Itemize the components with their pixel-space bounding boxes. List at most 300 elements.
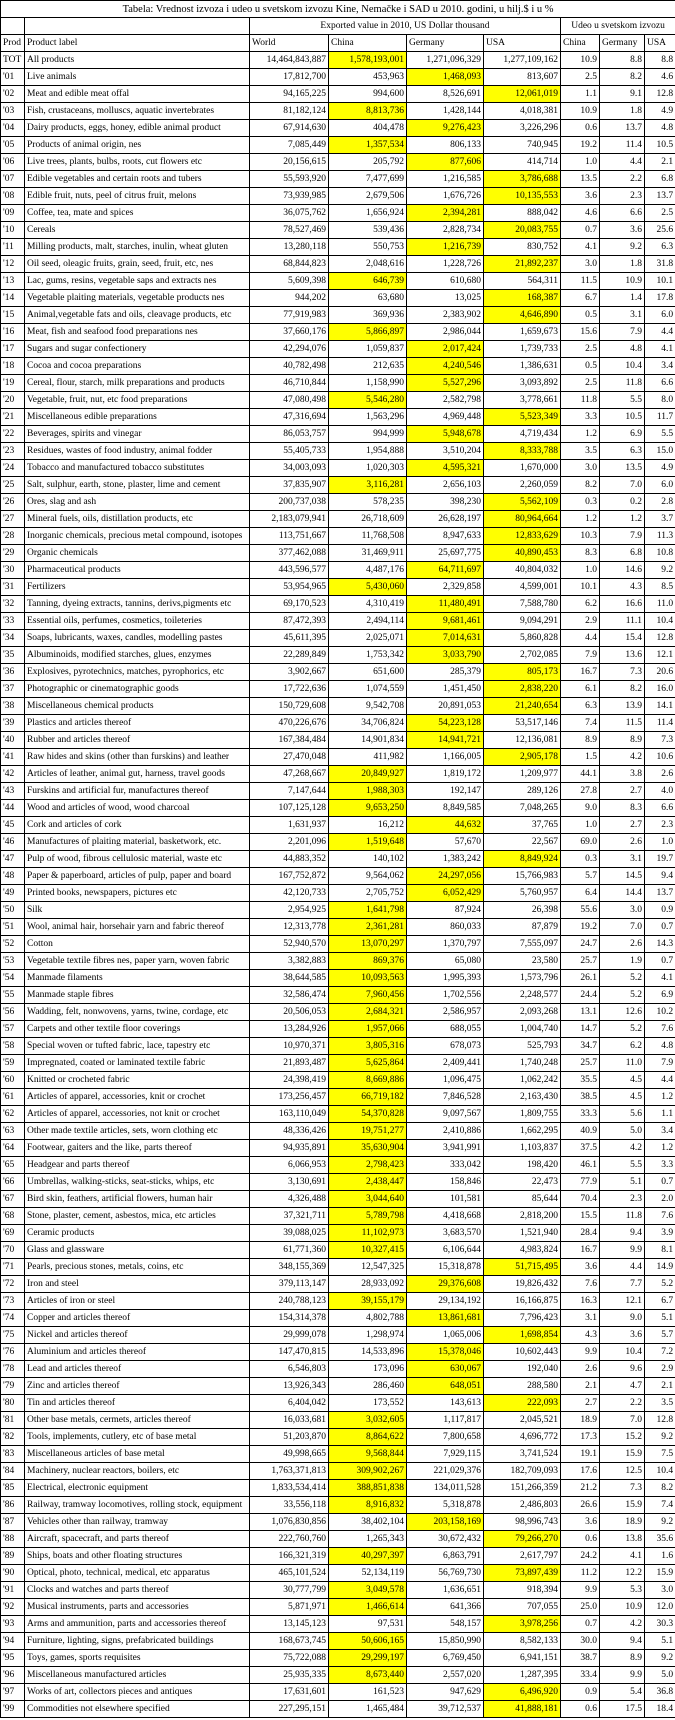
usa-share: 16.0 [645,681,675,698]
world-value: 13,280,118 [250,239,329,256]
world-value: 107,125,128 [250,800,329,817]
china-share: 8.9 [561,732,600,749]
world-value: 78,527,469 [250,222,329,239]
table-row [1,307,675,324]
product-code: '61 [1,1089,25,1106]
usa-value: 79,266,270 [484,1531,561,1548]
product-label: Paper & paperboard, articles of pulp, paper and board [25,868,250,885]
table-row [1,1259,675,1276]
product-code: '29 [1,545,25,562]
product-label: Umbrellas, walking-sticks, seat-sticks, whips, etc [25,1174,250,1191]
product-label: Pharmaceutical products [25,562,250,579]
usa-value: 2,093,268 [484,1004,561,1021]
china-share: 2.1 [561,1378,600,1395]
world-value: 3,382,883 [250,953,329,970]
china-share: 11.5 [561,273,600,290]
world-value: 45,611,395 [250,630,329,647]
product-label: Mineral fuels, oils, distillation products, etc [25,511,250,528]
product-label: Milling products, malt, starches, inulin, wheat gluten [25,239,250,256]
germany-value: 2,586,957 [407,1004,484,1021]
germany-share: 2.3 [600,1191,645,1208]
product-label: Toys, games, sports requisites [25,1650,250,1667]
product-label: Headgear and parts thereof [25,1157,250,1174]
product-code: '51 [1,919,25,936]
usa-share: 7.9 [645,1055,675,1072]
product-label: Articles of leather, animal gut, harness, travel goods [25,766,250,783]
usa-value: 1,659,673 [484,324,561,341]
product-code: '64 [1,1140,25,1157]
table-row [1,1548,675,1565]
product-code: '75 [1,1327,25,1344]
china-share: 3.1 [561,1310,600,1327]
germany-share: 4.4 [600,154,645,171]
product-code: '11 [1,239,25,256]
germany-value: 2,582,798 [407,392,484,409]
china-value: 1,957,066 [329,1021,407,1038]
table-row [1,834,675,851]
usa-value: 40,804,032 [484,562,561,579]
germany-share: 1.2 [600,511,645,528]
world-value: 55,593,920 [250,171,329,188]
usa-share: 4.9 [645,103,675,120]
germany-share: 2.2 [600,171,645,188]
germany-value: 101,581 [407,1191,484,1208]
product-label: Articles of iron or steel [25,1293,250,1310]
germany-value: 192,147 [407,783,484,800]
china-value: 404,478 [329,120,407,137]
product-code: '57 [1,1021,25,1038]
world-value: 240,788,123 [250,1293,329,1310]
usa-share: 8.0 [645,392,675,409]
china-value: 1,158,990 [329,375,407,392]
product-code: '39 [1,715,25,732]
germany-value: 947,629 [407,1684,484,1701]
product-label: Vegetable textile fibres nes, paper yarn, woven fabric [25,953,250,970]
china-value: 8,669,886 [329,1072,407,1089]
usa-value: 564,311 [484,273,561,290]
world-value: 470,226,676 [250,715,329,732]
usa-value: 222,093 [484,1395,561,1412]
china-share: 24.7 [561,936,600,953]
usa-share: 6.3 [645,239,675,256]
china-share: 0.3 [561,851,600,868]
china-share: 2.9 [561,613,600,630]
china-value: 869,376 [329,953,407,970]
product-code: '94 [1,1633,25,1650]
china-value: 19,751,277 [329,1123,407,1140]
usa-value: 288,580 [484,1378,561,1395]
world-value: 37,660,176 [250,324,329,341]
product-code: '04 [1,120,25,137]
exported-value-group-header: Exported value in 2010, US Dollar thousand [250,18,561,35]
usa-share: 4.1 [645,970,675,987]
china-share: 10.1 [561,579,600,596]
china-value: 994,600 [329,86,407,103]
usa-share: 6.8 [645,171,675,188]
china-value: 2,679,506 [329,188,407,205]
germany-share: 9.9 [600,1242,645,1259]
product-label: Plastics and articles thereof [25,715,250,732]
product-code: '15 [1,307,25,324]
usa-share: 18.4 [645,1701,675,1718]
world-value: 25,935,335 [250,1667,329,1684]
germany-share: 10.5 [600,409,645,426]
product-code: '92 [1,1599,25,1616]
product-label: Sugars and sugar confectionery [25,341,250,358]
china-value: 52,134,119 [329,1565,407,1582]
germany-share: 5.3 [600,1582,645,1599]
germany-value: 158,846 [407,1174,484,1191]
germany-value: 143,613 [407,1395,484,1412]
usa-share: 8.8 [645,52,675,69]
product-label: Vegetable plaiting materials, vegetable products nes [25,290,250,307]
table-row [1,426,675,443]
china-value: 66,719,182 [329,1089,407,1106]
usa-value: 888,042 [484,205,561,222]
usa-value: 2,260,059 [484,477,561,494]
germany-share: 9.6 [600,1361,645,1378]
usa-value: 87,879 [484,919,561,936]
product-label: Oil seed, oleagic fruits, grain, seed, fruit, etc, nes [25,256,250,273]
usa-value: 5,562,109 [484,494,561,511]
germany-share: 4.7 [600,1378,645,1395]
product-label: Ceramic products [25,1225,250,1242]
china-share: 9.9 [561,1582,600,1599]
germany-value: 56,769,730 [407,1565,484,1582]
product-label: Raw hides and skins (other than furskins) and leather [25,749,250,766]
product-code: '65 [1,1157,25,1174]
china-value: 1,519,648 [329,834,407,851]
table-row [1,1327,675,1344]
table-row [1,1293,675,1310]
usa-share: 4.8 [645,120,675,137]
usa-value: 23,580 [484,953,561,970]
usa-value: 15,766,983 [484,868,561,885]
col-header-usa: USA [484,35,561,52]
usa-value: 3,741,524 [484,1446,561,1463]
product-label: Explosives, pyrotechnics, matches, pyrophorics, etc [25,664,250,681]
product-label: Edible vegetables and certain roots and tubers [25,171,250,188]
germany-value: 285,379 [407,664,484,681]
product-code: '14 [1,290,25,307]
germany-share: 13.5 [600,460,645,477]
product-code: '54 [1,970,25,987]
usa-value: 1,521,940 [484,1225,561,1242]
header-spacer-code [1,18,25,35]
germany-share: 2.6 [600,936,645,953]
product-label: Organic chemicals [25,545,250,562]
usa-value: 1,004,740 [484,1021,561,1038]
germany-share: 5.6 [600,1106,645,1123]
world-value: 68,844,823 [250,256,329,273]
usa-value: 2,163,430 [484,1089,561,1106]
table-row [1,222,675,239]
germany-share: 4.5 [600,1072,645,1089]
china-share: 25.7 [561,953,600,970]
germany-share: 15.9 [600,1446,645,1463]
table-row [1,205,675,222]
usa-value: 289,126 [484,783,561,800]
world-value: 377,462,088 [250,545,329,562]
germany-share: 4.8 [600,341,645,358]
product-code: '07 [1,171,25,188]
usa-share: 31.8 [645,256,675,273]
china-share: 0.6 [561,1701,600,1718]
product-code: '93 [1,1616,25,1633]
world-value: 10,970,371 [250,1038,329,1055]
product-code: '84 [1,1463,25,1480]
usa-share: 2.3 [645,817,675,834]
china-value: 2,494,114 [329,613,407,630]
world-value: 33,556,118 [250,1497,329,1514]
germany-share: 15.2 [600,1429,645,1446]
germany-share: 18.9 [600,1514,645,1531]
usa-share: 5.1 [645,1310,675,1327]
germany-value: 15,318,878 [407,1259,484,1276]
china-value: 3,044,640 [329,1191,407,1208]
usa-share: 9.2 [645,562,675,579]
usa-share: 3.5 [645,1395,675,1412]
world-value: 34,003,093 [250,460,329,477]
world-value: 73,939,985 [250,188,329,205]
china-value: 1,059,837 [329,341,407,358]
table-row [1,120,675,137]
germany-value: 6,106,644 [407,1242,484,1259]
china-share: 33.3 [561,1106,600,1123]
product-code: '68 [1,1208,25,1225]
world-value: 37,321,711 [250,1208,329,1225]
china-value: 2,684,321 [329,1004,407,1021]
product-code: '73 [1,1293,25,1310]
world-value: 24,398,419 [250,1072,329,1089]
germany-value: 5,318,878 [407,1497,484,1514]
usa-share: 9.2 [645,1514,675,1531]
germany-share: 4.2 [600,1140,645,1157]
china-value: 1,563,296 [329,409,407,426]
germany-share: 16.6 [600,596,645,613]
world-value: 55,405,733 [250,443,329,460]
world-value: 348,155,369 [250,1259,329,1276]
germany-value: 4,240,546 [407,358,484,375]
china-value: 173,096 [329,1361,407,1378]
product-label: Miscellaneous chemical products [25,698,250,715]
china-value: 309,902,267 [329,1463,407,1480]
germany-share: 8.2 [600,681,645,698]
product-code: '69 [1,1225,25,1242]
world-value: 1,763,371,813 [250,1463,329,1480]
germany-share: 13.9 [600,698,645,715]
usa-value: 2,486,803 [484,1497,561,1514]
world-value: 154,314,378 [250,1310,329,1327]
china-value: 8,916,832 [329,1497,407,1514]
china-share: 16.3 [561,1293,600,1310]
world-value: 20,156,615 [250,154,329,171]
germany-value: 65,080 [407,953,484,970]
germany-value: 6,769,450 [407,1650,484,1667]
usa-share: 13.7 [645,885,675,902]
china-value: 1,020,303 [329,460,407,477]
world-value: 4,326,488 [250,1191,329,1208]
china-share: 0.6 [561,120,600,137]
germany-value: 2,410,886 [407,1123,484,1140]
product-code: '67 [1,1191,25,1208]
usa-share: 6.6 [645,800,675,817]
china-share: 38.7 [561,1650,600,1667]
china-value: 173,552 [329,1395,407,1412]
world-value: 37,835,907 [250,477,329,494]
world-value: 75,722,088 [250,1650,329,1667]
china-value: 2,025,071 [329,630,407,647]
germany-value: 548,157 [407,1616,484,1633]
germany-share: 11.0 [600,1055,645,1072]
germany-value: 11,480,491 [407,596,484,613]
table-row [1,52,675,69]
world-value: 47,316,694 [250,409,329,426]
world-value: 86,053,757 [250,426,329,443]
product-code: '13 [1,273,25,290]
usa-value: 2,838,220 [484,681,561,698]
world-value: 21,893,487 [250,1055,329,1072]
germany-value: 134,011,528 [407,1480,484,1497]
china-value: 7,477,699 [329,171,407,188]
china-share: 0.3 [561,494,600,511]
germany-value: 29,376,608 [407,1276,484,1293]
world-value: 51,203,870 [250,1429,329,1446]
germany-share: 7.0 [600,477,645,494]
product-label: Ores, slag and ash [25,494,250,511]
germany-share: 4.2 [600,1616,645,1633]
germany-share: 1.9 [600,953,645,970]
world-value: 13,284,926 [250,1021,329,1038]
product-label: Musical instruments, parts and accessories [25,1599,250,1616]
product-label: Machinery, nuclear reactors, boilers, etc [25,1463,250,1480]
germany-value: 5,948,678 [407,426,484,443]
usa-value: 2,248,577 [484,987,561,1004]
product-code: '37 [1,681,25,698]
world-value: 5,609,398 [250,273,329,290]
china-value: 1,954,888 [329,443,407,460]
usa-share: 3.0 [645,1582,675,1599]
product-code: '89 [1,1548,25,1565]
germany-value: 3,510,204 [407,443,484,460]
usa-share: 6.0 [645,477,675,494]
china-share: 18.9 [561,1412,600,1429]
usa-share: 12.8 [645,1412,675,1429]
germany-share: 1.8 [600,103,645,120]
usa-value: 2,045,521 [484,1412,561,1429]
china-value: 10,093,563 [329,970,407,987]
usa-share: 6.9 [645,987,675,1004]
table-row [1,1157,675,1174]
germany-value: 1,451,450 [407,681,484,698]
usa-share: 0.9 [645,902,675,919]
product-code: '08 [1,188,25,205]
china-value: 26,718,609 [329,511,407,528]
china-value: 1,988,303 [329,783,407,800]
germany-value: 2,557,020 [407,1667,484,1684]
product-code: '48 [1,868,25,885]
product-code: '49 [1,885,25,902]
usa-share: 7.4 [645,1497,675,1514]
germany-share: 3.6 [600,222,645,239]
usa-share: 7.5 [645,1446,675,1463]
product-label: Impregnated, coated or laminated textile fabric [25,1055,250,1072]
table-row [1,885,675,902]
usa-value: 6,496,920 [484,1684,561,1701]
usa-share: 2.6 [645,766,675,783]
germany-value: 4,595,321 [407,460,484,477]
product-label: Inorganic chemicals, precious metal compound, isotopes [25,528,250,545]
china-share: 3.6 [561,1259,600,1276]
usa-value: 1,386,631 [484,358,561,375]
germany-value: 1,702,556 [407,987,484,1004]
product-code: '28 [1,528,25,545]
table-row [1,970,675,987]
usa-value: 10,602,443 [484,1344,561,1361]
germany-value: 8,526,691 [407,86,484,103]
germany-value: 7,929,115 [407,1446,484,1463]
table-row [1,987,675,1004]
germany-value: 2,409,441 [407,1055,484,1072]
col-header-share-germany: Germany [600,35,645,52]
china-value: 14,901,834 [329,732,407,749]
usa-value: 19,826,432 [484,1276,561,1293]
usa-value: 73,897,439 [484,1565,561,1582]
usa-share: 5.0 [645,1667,675,1684]
usa-share: 5.2 [645,1276,675,1293]
world-value: 14,464,843,887 [250,52,329,69]
usa-share: 5.5 [645,426,675,443]
table-row [1,1412,675,1429]
china-value: 3,049,578 [329,1582,407,1599]
usa-share: 6.7 [645,1293,675,1310]
usa-value: 4,983,824 [484,1242,561,1259]
usa-share: 4.8 [645,1038,675,1055]
germany-value: 877,606 [407,154,484,171]
product-label: Manufactures of plaiting material, basketwork, etc. [25,834,250,851]
germany-share: 7.3 [600,664,645,681]
china-value: 550,753 [329,239,407,256]
table-row [1,324,675,341]
usa-share: 12.1 [645,647,675,664]
table-row [1,1463,675,1480]
germany-value: 3,941,991 [407,1140,484,1157]
usa-share: 3.7 [645,511,675,528]
usa-value: 7,588,780 [484,596,561,613]
usa-share: 1.2 [645,1089,675,1106]
germany-value: 15,850,990 [407,1633,484,1650]
world-value: 113,751,667 [250,528,329,545]
table-row [1,256,675,273]
product-code: '79 [1,1378,25,1395]
product-code: '10 [1,222,25,239]
china-share: 26.1 [561,970,600,987]
china-share: 13.5 [561,171,600,188]
usa-share: 19.7 [645,851,675,868]
china-value: 20,849,927 [329,766,407,783]
usa-share: 13.7 [645,188,675,205]
china-value: 9,564,062 [329,868,407,885]
world-value: 67,914,630 [250,120,329,137]
table-row [1,358,675,375]
table-row [1,511,675,528]
china-share: 4.4 [561,630,600,647]
product-label: Edible fruit, nuts, peel of citrus fruit, melons [25,188,250,205]
china-share: 10.9 [561,103,600,120]
germany-share: 8.3 [600,800,645,817]
product-code: '23 [1,443,25,460]
product-label: Aircraft, spacecraft, and parts thereof [25,1531,250,1548]
